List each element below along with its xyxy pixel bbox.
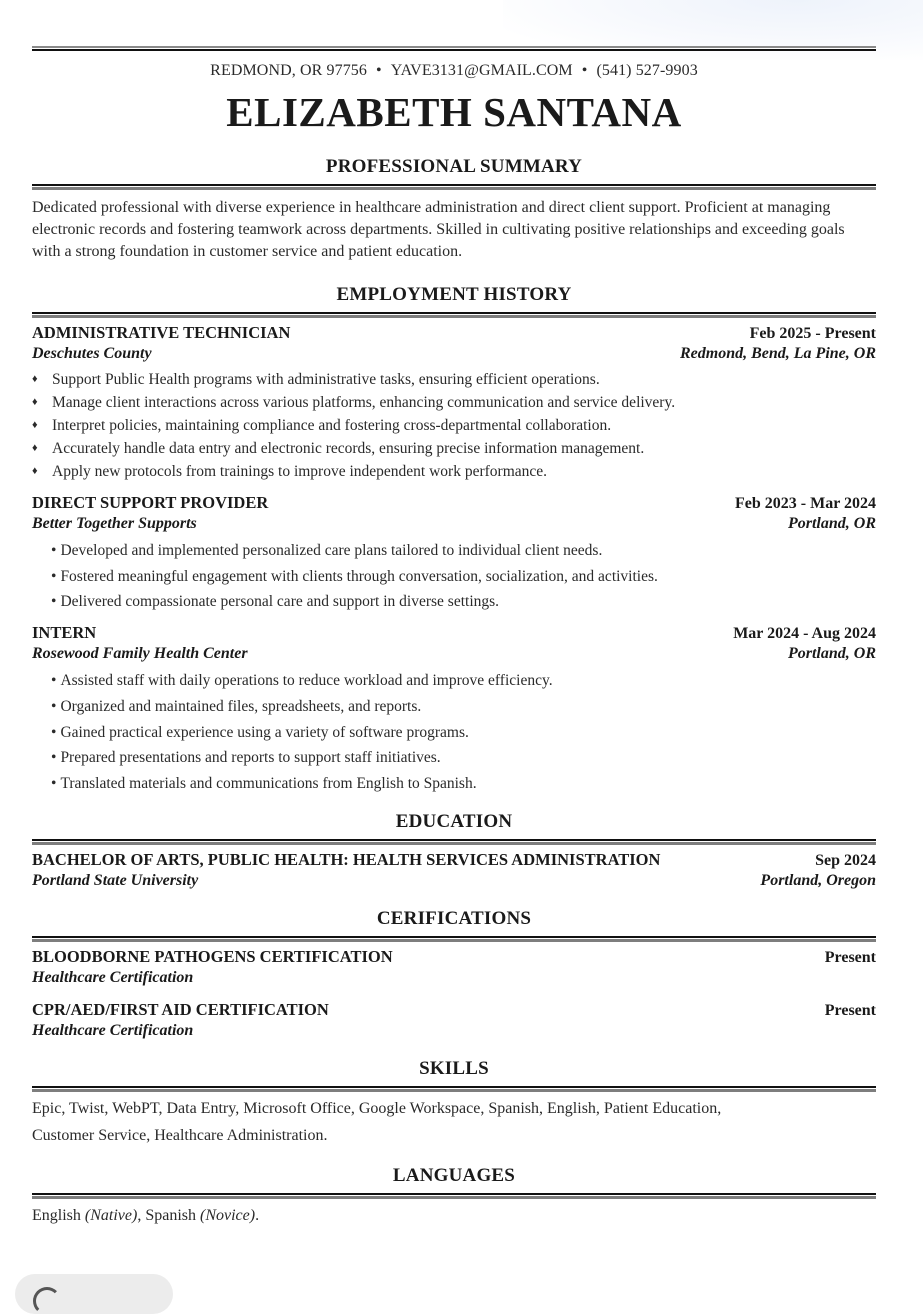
language-level: (Novice) [199, 1207, 256, 1224]
job-bullets [32, 368, 876, 483]
list-item [32, 589, 876, 615]
job-location: Portland, OR [787, 515, 876, 532]
job-title: ADMINISTRATIVE TECHNICIAN [32, 323, 291, 342]
education-section [32, 811, 876, 891]
section-divider [32, 1193, 876, 1199]
diamond-icon: ♦ [32, 373, 38, 385]
language-name: Spanish [145, 1207, 196, 1224]
list-item [32, 437, 876, 460]
list-item [32, 668, 876, 694]
job-dates: Mar 2024 - Aug 2024 [733, 625, 876, 643]
contact-line [32, 62, 876, 80]
school: Portland State University [32, 872, 199, 889]
section-title: EDUCATION [395, 811, 513, 832]
list-item [32, 391, 876, 414]
job-dates: Feb 2025 - Present [749, 325, 876, 342]
job-entry [32, 493, 876, 615]
bullet-text: Organized and maintained files, spreadsheets, and reports. [60, 697, 422, 715]
section-divider [32, 839, 876, 845]
job-dates: Feb 2023 - Mar 2024 [734, 495, 876, 512]
bullet-separator-icon: • [376, 62, 382, 79]
certification-issuer: Healthcare Certification [32, 969, 194, 986]
bullet-dot-icon: • [51, 672, 57, 690]
job-organization: Better Together Supports [32, 515, 197, 532]
bullet-text: Delivered compassionate personal care and support in diverse settings. [60, 593, 500, 611]
job-entry [32, 623, 876, 797]
bullet-dot-icon: • [51, 749, 57, 767]
languages-list [32, 1205, 876, 1227]
degree: BACHELOR OF ARTS, PUBLIC HEALTH: HEALTH SERVICES ADMINISTRATION [32, 850, 661, 869]
bullet-dot-icon: • [51, 542, 57, 559]
bullet-dot-icon: • [51, 774, 57, 792]
job-organization: Rosewood Family Health Center [32, 645, 248, 663]
list-item [32, 538, 876, 564]
bullet-text: Interpret policies, maintaining compliance and fostering cross-departmental collaboration. [52, 417, 612, 434]
contact-email[interactable]: YAVE3131@GMAIL.COM [390, 62, 573, 79]
job-entry [32, 323, 876, 483]
list-item [32, 771, 876, 797]
job-title: DIRECT SUPPORT PROVIDER [32, 493, 269, 512]
bullet-text: Translated materials and communications from English to Spanish. [60, 774, 477, 792]
bullet-dot-icon: • [51, 723, 57, 741]
job-bullets [32, 538, 876, 615]
floating-action-button[interactable] [15, 1274, 173, 1314]
job-bullets [32, 668, 876, 797]
diamond-icon: ♦ [32, 465, 38, 477]
list-item [32, 720, 876, 746]
section-title: CERIFICATIONS [376, 908, 532, 929]
list-item [32, 745, 876, 771]
bullet-text: Apply new protocols from trainings to improve independent work performance. [52, 463, 548, 480]
bullet-text: Support Public Health programs with administrative tasks, ensuring efficient operations. [52, 371, 600, 388]
languages-section [32, 1165, 876, 1227]
candidate-name: ELIZABETH SANTANA [226, 89, 682, 135]
graduation-date: Sep 2024 [815, 852, 876, 869]
certification-entry [32, 1000, 876, 1041]
bullet-text: Gained practical experience using a variety of software programs. [60, 723, 469, 741]
summary-text: Dedicated professional with diverse experience in healthcare administration and direct client support. Proficient at managing electronic records and fostering teamwork across departments. Skilled in cultivating positive relationships and exceeding goals with a strong foundation in customer service and patient education. [32, 199, 845, 260]
section-divider [32, 936, 876, 942]
punctuation: , [137, 1207, 142, 1224]
bullet-text: Prepared presentations and reports to support staff initiatives. [60, 749, 441, 767]
bullet-dot-icon: • [51, 593, 57, 611]
skills-line: Epic, Twist, WebPT, Data Entry, Microsoft Office, Google Workspace, Spanish, English, Patient Education, [32, 1100, 722, 1117]
bullet-text: Fostered meaningful engagement with clients through conversation, socialization, and activities. [60, 567, 658, 585]
certification-name: BLOODBORNE PATHOGENS CERTIFICATION [32, 947, 393, 966]
list-item [32, 414, 876, 437]
bullet-text: Assisted staff with daily operations to reduce workload and improve efficiency. [60, 672, 553, 690]
list-item [32, 368, 876, 391]
job-location: Portland, OR [787, 645, 876, 663]
language-name: English [32, 1207, 81, 1224]
job-organization: Deschutes County [32, 345, 152, 362]
section-divider [32, 184, 876, 190]
certifications-section [32, 908, 876, 1041]
section-title: SKILLS [419, 1058, 489, 1079]
contact-location: REDMOND, OR 97756 [210, 62, 367, 79]
list-item [32, 460, 876, 483]
section-divider [32, 1086, 876, 1092]
skills-line: Customer Service, Healthcare Administration. [32, 1127, 328, 1144]
school-location: Portland, Oregon [760, 872, 876, 889]
bullet-dot-icon: • [51, 697, 57, 715]
job-title: INTERN [32, 623, 97, 643]
diamond-icon: ♦ [32, 419, 38, 431]
job-location: Redmond, Bend, La Pine, OR [679, 345, 876, 362]
summary-section [32, 156, 876, 263]
certification-date: Present [824, 949, 876, 966]
diamond-icon: ♦ [32, 442, 38, 454]
certification-date: Present [824, 1002, 876, 1019]
bullet-text: Accurately handle data entry and electronic records, ensuring precise information management. [52, 440, 645, 457]
loading-icon [33, 1287, 61, 1315]
bullet-text: Developed and implemented personalized care plans tailored to individual client needs. [60, 542, 603, 559]
punctuation: . [255, 1207, 260, 1224]
employment-section [32, 284, 876, 797]
bullet-separator-icon: • [581, 62, 588, 79]
skills-section [32, 1058, 876, 1149]
skills-list [32, 1095, 876, 1149]
section-title: LANGUAGES [392, 1165, 516, 1186]
section-title: PROFESSIONAL SUMMARY [325, 156, 583, 177]
certification-name: CPR/AED/FIRST AID CERTIFICATION [32, 1000, 329, 1019]
certification-entry [32, 947, 876, 988]
bullet-dot-icon: • [51, 567, 57, 585]
contact-phone[interactable]: (541) 527-9903 [596, 62, 698, 79]
diamond-icon: ♦ [32, 396, 38, 408]
top-double-rule [32, 46, 876, 52]
bullet-text: Manage client interactions across various platforms, enhancing communication and service delivery. [52, 394, 676, 411]
section-title: EMPLOYMENT HISTORY [336, 284, 572, 305]
list-item [32, 694, 876, 720]
certification-issuer: Healthcare Certification [32, 1022, 194, 1039]
list-item [32, 564, 876, 590]
section-divider [32, 312, 876, 318]
education-entry [32, 850, 876, 891]
language-level: (Native) [84, 1207, 138, 1224]
